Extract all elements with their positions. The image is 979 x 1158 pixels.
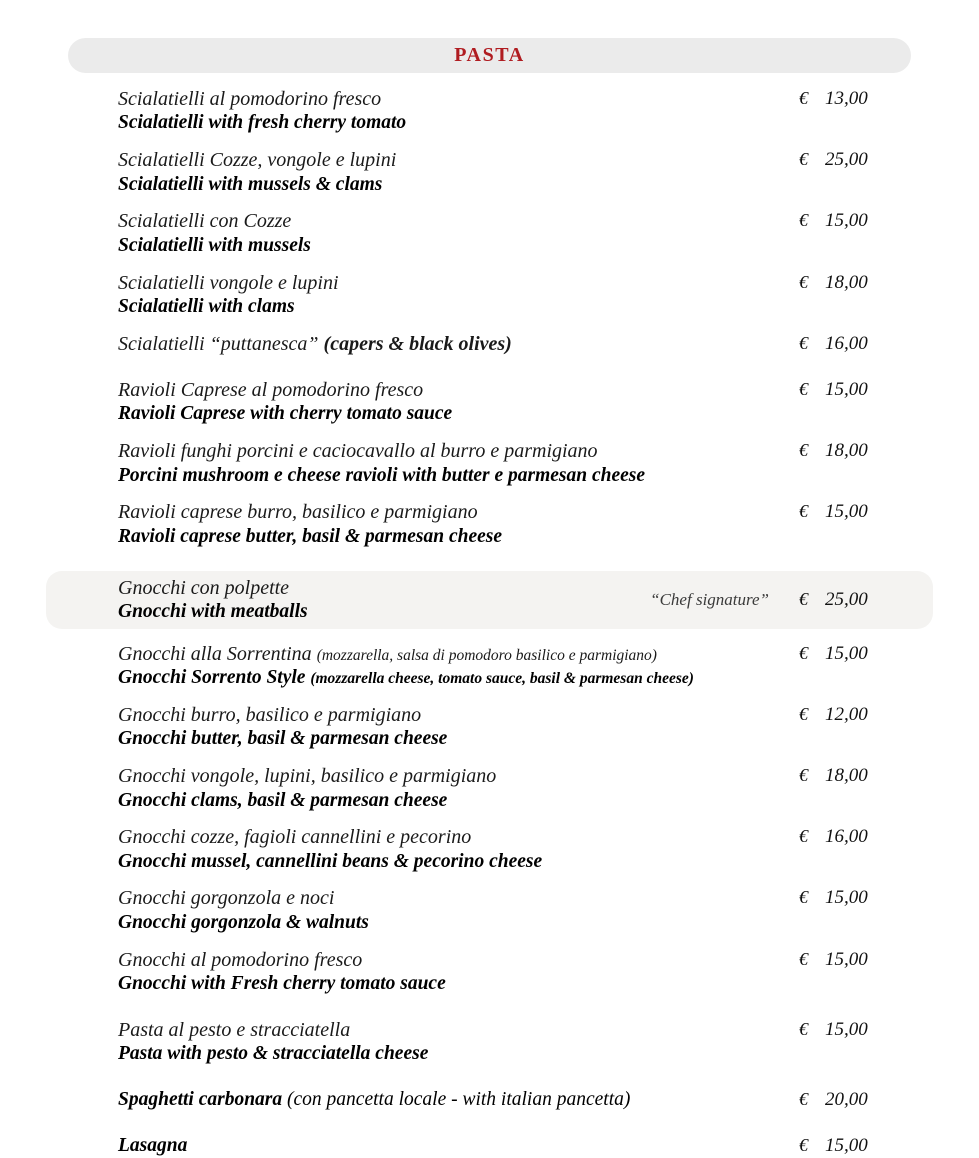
- currency-symbol: €: [799, 440, 808, 461]
- currency-symbol: €: [799, 765, 808, 786]
- menu-item-text: [118, 948, 799, 996]
- menu-item-name-english: [118, 1088, 799, 1112]
- price-amount: 12,00: [825, 703, 868, 725]
- price-amount: 25,00: [825, 588, 868, 610]
- menu-item-price: [799, 1088, 911, 1111]
- menu-item: [68, 87, 911, 135]
- currency-symbol: €: [799, 88, 808, 108]
- menu-item-list: [0, 87, 979, 1158]
- italian-name: Pasta al pesto e stracciatella: [118, 1018, 351, 1041]
- menu-item: [68, 886, 911, 934]
- italian-name: Ravioli funghi porcini e caciocavallo al burro e parmigiano: [118, 440, 598, 463]
- english-name: Pasta with pesto & stracciatella cheese: [118, 1043, 429, 1065]
- italian-name: Scialatielli vongole e lupini: [118, 271, 339, 294]
- item-note-description: (con pancetta locale - with italian pancetta): [287, 1088, 631, 1110]
- italian-name: Gnocchi al pomodorino fresco: [118, 948, 363, 971]
- currency-symbol: €: [799, 826, 808, 847]
- price-amount: 15,00: [825, 210, 868, 232]
- currency-symbol: €: [799, 210, 808, 231]
- currency-symbol: €: [799, 1018, 808, 1039]
- menu-item: [68, 332, 911, 356]
- menu-item-name-italian: [118, 271, 799, 295]
- english-name: Scialatielli with mussels: [118, 234, 311, 256]
- italian-name: Gnocchi burro, basilico e parmigiano: [118, 703, 422, 726]
- currency-symbol: €: [799, 642, 808, 663]
- menu-item-text: [118, 642, 799, 690]
- price-amount: 15,00: [825, 642, 868, 664]
- english-name: Lasagna: [118, 1134, 188, 1156]
- menu-item-text: [118, 703, 799, 751]
- currency-symbol: €: [799, 948, 808, 969]
- price-amount: 15,00: [825, 948, 868, 970]
- menu-item-name-italian: [118, 703, 799, 727]
- menu-item-text: [118, 378, 799, 426]
- italian-name: Scialatielli con Cozze: [118, 210, 292, 233]
- price-amount: 16,00: [825, 332, 868, 354]
- price-amount: 16,00: [825, 826, 868, 848]
- menu-item-text: [118, 1088, 799, 1112]
- menu-item-name-italian: [118, 825, 799, 849]
- currency-symbol: €: [799, 887, 808, 908]
- italian-name: Ravioli Caprese al pomodorino fresco: [118, 379, 424, 402]
- english-name: Gnocchi butter, basil & parmesan cheese: [118, 728, 448, 750]
- menu-item: [68, 1088, 911, 1112]
- italian-name: Gnocchi gorgonzola e noci: [118, 887, 335, 910]
- menu-item-name-italian: [118, 378, 799, 402]
- menu-item-text: [118, 886, 799, 934]
- menu-item-name-italian: [118, 148, 799, 172]
- menu-item-name-italian: [118, 576, 650, 600]
- section-banner: [68, 38, 911, 73]
- menu-item-name-english: [118, 402, 799, 426]
- menu-item: [68, 500, 911, 548]
- menu-item-name-english: [118, 666, 799, 690]
- menu-item: [68, 378, 911, 426]
- english-name: Ravioli Caprese with cherry tomato sauce: [118, 403, 453, 425]
- menu-item: [68, 1018, 911, 1066]
- menu-item-name-english: [118, 727, 799, 751]
- english-name: Gnocchi mussel, cannellini beans & pecorino cheese: [118, 850, 543, 872]
- menu-item-text: [118, 825, 799, 873]
- english-name: Gnocchi Sorrento Style: [118, 667, 311, 689]
- menu-item-name-english: [118, 911, 799, 935]
- italian-description: (mozzarella, salsa di pomodoro basilico e parmigiano): [316, 646, 657, 664]
- currency-symbol: €: [799, 1134, 808, 1155]
- menu-item-name-english: [118, 850, 799, 874]
- currency-symbol: €: [799, 149, 808, 170]
- price-amount: 20,00: [825, 1088, 868, 1110]
- menu-item: [68, 642, 911, 690]
- menu-item-name-english: [118, 600, 650, 624]
- menu-item-text: [118, 439, 799, 487]
- menu-item-name-italian: [118, 642, 799, 666]
- menu-item: [68, 825, 911, 873]
- menu-item-name-italian: [118, 948, 799, 972]
- menu-item-name-english: [118, 1134, 799, 1158]
- menu-item-text: [118, 332, 799, 356]
- menu-item-text: [118, 271, 799, 319]
- menu-item-text: [118, 500, 799, 548]
- english-name: Gnocchi with meatballs: [118, 600, 308, 622]
- menu-item-name-english: [118, 1042, 799, 1066]
- currency-symbol: €: [799, 703, 808, 724]
- menu-item-name-english: [118, 295, 799, 319]
- menu-item: [46, 571, 933, 629]
- menu-item-price: [799, 500, 911, 523]
- menu-item-price: [799, 378, 911, 401]
- price-amount: 15,00: [825, 1134, 868, 1156]
- menu-item-text: [118, 87, 799, 135]
- english-description: (mozzarella cheese, tomato sauce, basil & parmesan cheese): [310, 670, 694, 688]
- menu-item-text: [118, 1018, 799, 1066]
- currency-symbol: €: [799, 271, 808, 292]
- menu-item: [68, 703, 911, 751]
- price-amount: 13,00: [825, 88, 868, 109]
- english-name: Scialatielli with clams: [118, 295, 295, 317]
- menu-item-name-english: [118, 111, 799, 135]
- menu-item: [68, 271, 911, 319]
- menu-item-price: [799, 764, 911, 787]
- currency-symbol: €: [799, 332, 808, 353]
- english-name: Scialatielli with fresh cherry tomato: [118, 112, 407, 134]
- price-amount: 18,00: [825, 440, 868, 462]
- menu-item-name-english: [118, 464, 799, 488]
- italian-name: Scialatielli Cozze, vongole e lupini: [118, 149, 397, 172]
- menu-item: [68, 148, 911, 196]
- price-amount: 18,00: [825, 271, 868, 293]
- menu-item-name-italian: [118, 332, 799, 356]
- italian-name: Scialatielli “puttanesca”: [118, 332, 324, 355]
- menu-item: [68, 209, 911, 257]
- menu-item-price: [799, 886, 911, 909]
- english-description: (capers & black olives): [323, 332, 512, 355]
- menu-item-name-italian: [118, 1018, 799, 1042]
- menu-item-price: [799, 589, 911, 611]
- menu-item-name-italian: [118, 439, 799, 463]
- menu-item-price: [799, 439, 911, 462]
- menu-item-name-italian: [118, 209, 799, 233]
- italian-name: Gnocchi alla Sorrentina: [118, 642, 317, 665]
- italian-name: Gnocchi con polpette: [118, 576, 290, 599]
- menu-item: [68, 948, 911, 996]
- menu-item-name-italian: [118, 764, 799, 788]
- menu-item-name-english: [118, 972, 799, 996]
- menu-item-price: [799, 87, 911, 110]
- english-name: Ravioli caprese butter, basil & parmesan cheese: [118, 525, 503, 547]
- english-name: Gnocchi gorgonzola & walnuts: [118, 911, 369, 933]
- menu-item-price: [799, 209, 911, 232]
- menu-item-text: [118, 1134, 799, 1158]
- chef-signature-badge: “Chef signature”: [650, 589, 769, 609]
- price-amount: 15,00: [825, 501, 868, 523]
- menu-item-name-english: [118, 789, 799, 813]
- menu-item-price: [799, 703, 911, 726]
- currency-symbol: €: [799, 588, 808, 609]
- menu-item-text: [118, 148, 799, 196]
- currency-symbol: €: [799, 379, 808, 400]
- price-amount: 15,00: [825, 379, 868, 401]
- english-name: Porcini mushroom e cheese ravioli with butter e parmesan cheese: [118, 464, 646, 486]
- italian-name: Ravioli caprese burro, basilico e parmigiano: [118, 501, 478, 524]
- menu-item-text: [118, 209, 799, 257]
- menu-item-price: [799, 271, 911, 294]
- italian-name: Scialatielli al pomodorino fresco: [118, 88, 382, 110]
- menu-item-name-italian: [118, 886, 799, 910]
- menu-item-name-italian: [118, 500, 799, 524]
- currency-symbol: €: [799, 501, 808, 522]
- currency-symbol: €: [799, 1088, 808, 1109]
- english-name: Spaghetti carbonara: [118, 1088, 288, 1110]
- english-name: Gnocchi with Fresh cherry tomato sauce: [118, 973, 446, 995]
- menu-item-name-english: [118, 173, 799, 197]
- menu-item-name-english: [118, 234, 799, 258]
- price-amount: 15,00: [825, 887, 868, 909]
- menu-item-text: [118, 764, 799, 812]
- menu-item: [68, 1134, 911, 1158]
- italian-name: Gnocchi cozze, fagioli cannellini e pecorino: [118, 826, 472, 849]
- menu-item-price: [799, 825, 911, 848]
- menu-item-name-english: [118, 525, 799, 549]
- menu-page: [0, 38, 979, 1156]
- english-name: Gnocchi clams, basil & parmesan cheese: [118, 789, 448, 811]
- menu-item-text: [118, 576, 650, 624]
- menu-item: [68, 439, 911, 487]
- price-amount: 25,00: [825, 149, 868, 171]
- menu-item: [68, 764, 911, 812]
- menu-item-name-italian: [118, 87, 799, 111]
- menu-item-price: [799, 148, 911, 171]
- page-title: PASTA: [454, 44, 525, 66]
- menu-item-price: [799, 332, 911, 355]
- italian-name: Gnocchi vongole, lupini, basilico e parmigiano: [118, 765, 497, 788]
- menu-item-price: [799, 1134, 911, 1157]
- menu-item-price: [799, 1018, 911, 1041]
- english-name: Scialatielli with mussels & clams: [118, 173, 383, 195]
- price-amount: 18,00: [825, 765, 868, 787]
- price-amount: 15,00: [825, 1018, 868, 1040]
- menu-item-price: [799, 948, 911, 971]
- menu-item-price: [799, 642, 911, 665]
